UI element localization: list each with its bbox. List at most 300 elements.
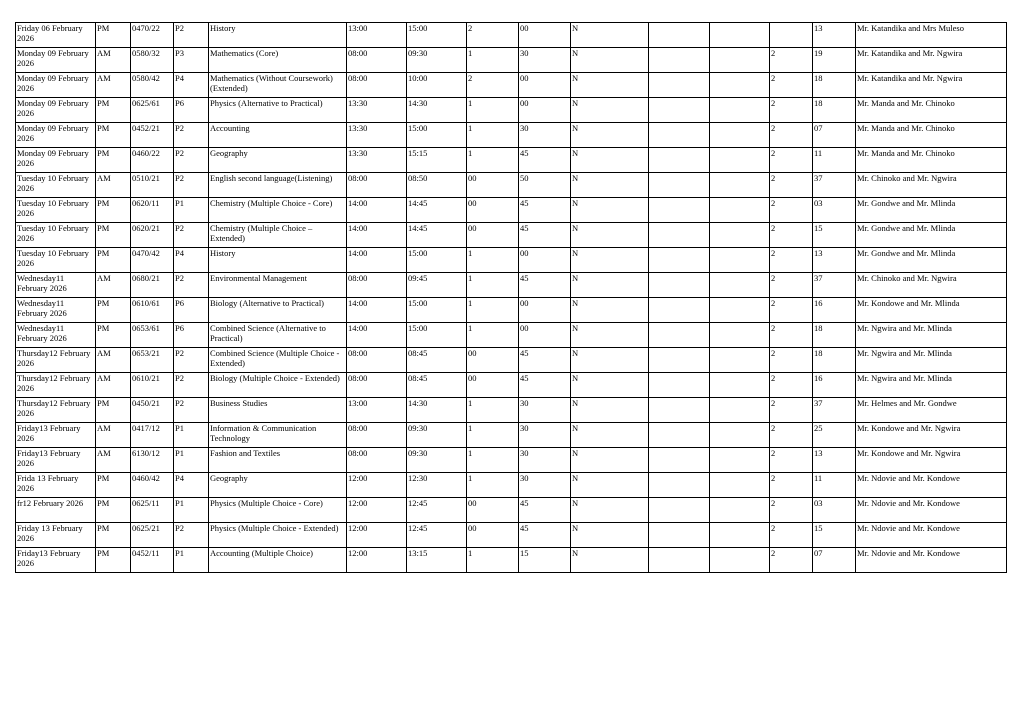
start-time-cell: 08:00: [347, 48, 407, 73]
table-row: [16, 148, 1007, 173]
end-time-cell: 09:30: [407, 48, 467, 73]
subject-cell: English second language(Listening): [209, 173, 347, 198]
candidate-count-cell: 11: [813, 148, 856, 173]
start-time-cell: 12:00: [347, 548, 407, 573]
end-time-cell: 14:30: [407, 398, 467, 423]
flag-cell: N: [571, 548, 649, 573]
flag-cell: N: [571, 73, 649, 98]
table-row: [16, 248, 1007, 273]
room-count-cell: 2: [770, 123, 813, 148]
invigilators-cell: Mr. Gondwe and Mr. Mlinda: [856, 223, 1007, 248]
exam-date-cell: Wednesday11 February 2026: [16, 298, 96, 323]
subject-cell: Fashion and Textiles: [209, 448, 347, 473]
start-time-cell: 08:00: [347, 348, 407, 373]
start-time-cell: 13:00: [347, 398, 407, 423]
syllabus-code-cell: 0460/42: [131, 473, 174, 498]
duration-hours-cell: 00: [467, 198, 519, 223]
session-cell: PM: [96, 223, 131, 248]
blank-cell-cell: [710, 373, 770, 398]
duration-hours-cell: 1: [467, 423, 519, 448]
flag-cell: N: [571, 298, 649, 323]
exam-date-cell: Wednesday11 February 2026: [16, 323, 96, 348]
invigilators-cell: Mr. Ngwira and Mr. Mlinda: [856, 348, 1007, 373]
table-row: [16, 273, 1007, 298]
room-count-cell: [770, 23, 813, 48]
session-cell: AM: [96, 448, 131, 473]
start-time-cell: 14:00: [347, 248, 407, 273]
subject-cell: Environmental Management: [209, 273, 347, 298]
start-time-cell: 08:00: [347, 448, 407, 473]
flag-cell: N: [571, 398, 649, 423]
syllabus-code-cell: 0620/21: [131, 223, 174, 248]
room-count-cell: 2: [770, 273, 813, 298]
session-cell: AM: [96, 273, 131, 298]
invigilators-cell: Mr. Manda and Mr. Chinoko: [856, 148, 1007, 173]
invigilators-cell: Mr. Chinoko and Mr. Ngwira: [856, 273, 1007, 298]
duration-minutes-cell: 30: [519, 123, 571, 148]
candidate-count-cell: 15: [813, 223, 856, 248]
flag-cell: N: [571, 348, 649, 373]
duration-hours-cell: 1: [467, 273, 519, 298]
duration-hours-cell: 00: [467, 523, 519, 548]
room-count-cell: 2: [770, 473, 813, 498]
room-count-cell: 2: [770, 423, 813, 448]
blank-cell-cell: [710, 73, 770, 98]
duration-minutes-cell: 00: [519, 23, 571, 48]
duration-hours-cell: 1: [467, 548, 519, 573]
flag-cell: N: [571, 248, 649, 273]
blank-cell-cell: [710, 173, 770, 198]
room-count-cell: 2: [770, 198, 813, 223]
paper-number-cell: P1: [174, 448, 209, 473]
duration-minutes-cell: 45: [519, 348, 571, 373]
duration-hours-cell: 1: [467, 448, 519, 473]
duration-minutes-cell: 30: [519, 473, 571, 498]
candidate-count-cell: 37: [813, 273, 856, 298]
invigilators-cell: Mr. Ndovie and Mr. Kondowe: [856, 548, 1007, 573]
candidate-count-cell: 13: [813, 448, 856, 473]
session-cell: PM: [96, 523, 131, 548]
blank-cell-cell: [710, 298, 770, 323]
syllabus-code-cell: 0417/12: [131, 423, 174, 448]
blank-cell-cell: [649, 348, 710, 373]
table-row: [16, 473, 1007, 498]
blank-cell-cell: [710, 523, 770, 548]
subject-cell: Physics (Multiple Choice - Extended): [209, 523, 347, 548]
paper-number-cell: P2: [174, 398, 209, 423]
exam-date-cell: Friday 06 February 2026: [16, 23, 96, 48]
flag-cell: N: [571, 173, 649, 198]
candidate-count-cell: 25: [813, 423, 856, 448]
session-cell: PM: [96, 398, 131, 423]
duration-minutes-cell: 50: [519, 173, 571, 198]
exam-date-cell: Thursday12 February 2026: [16, 398, 96, 423]
session-cell: AM: [96, 48, 131, 73]
invigilators-cell: Mr. Ngwira and Mr. Mlinda: [856, 323, 1007, 348]
blank-cell-cell: [710, 248, 770, 273]
duration-minutes-cell: 45: [519, 223, 571, 248]
paper-number-cell: P1: [174, 548, 209, 573]
session-cell: PM: [96, 148, 131, 173]
candidate-count-cell: 37: [813, 398, 856, 423]
table-row: [16, 348, 1007, 373]
room-count-cell: 2: [770, 248, 813, 273]
flag-cell: N: [571, 498, 649, 523]
room-count-cell: 2: [770, 548, 813, 573]
start-time-cell: 12:00: [347, 498, 407, 523]
invigilators-cell: Mr. Katandika and Mrs Muleso: [856, 23, 1007, 48]
table-row: [16, 298, 1007, 323]
paper-number-cell: P3: [174, 48, 209, 73]
session-cell: PM: [96, 123, 131, 148]
flag-cell: N: [571, 473, 649, 498]
exam-date-cell: Monday 09 February 2026: [16, 123, 96, 148]
duration-hours-cell: 1: [467, 398, 519, 423]
end-time-cell: 13:15: [407, 548, 467, 573]
duration-minutes-cell: 00: [519, 98, 571, 123]
paper-number-cell: P6: [174, 323, 209, 348]
subject-cell: Physics (Alternative to Practical): [209, 98, 347, 123]
exam-date-cell: Friday13 February 2026: [16, 423, 96, 448]
duration-hours-cell: 1: [467, 123, 519, 148]
start-time-cell: 12:00: [347, 523, 407, 548]
duration-minutes-cell: 45: [519, 498, 571, 523]
blank-cell-cell: [710, 498, 770, 523]
session-cell: PM: [96, 548, 131, 573]
blank-cell-cell: [710, 348, 770, 373]
blank-cell-cell: [649, 23, 710, 48]
flag-cell: N: [571, 23, 649, 48]
paper-number-cell: P2: [174, 523, 209, 548]
room-count-cell: 2: [770, 373, 813, 398]
table-row: [16, 523, 1007, 548]
invigilators-cell: Mr. Gondwe and Mr. Mlinda: [856, 248, 1007, 273]
start-time-cell: 08:00: [347, 173, 407, 198]
flag-cell: N: [571, 323, 649, 348]
duration-hours-cell: 1: [467, 323, 519, 348]
duration-hours-cell: 00: [467, 498, 519, 523]
invigilators-cell: Mr. Helmes and Mr. Gondwe: [856, 398, 1007, 423]
paper-number-cell: P1: [174, 423, 209, 448]
candidate-count-cell: 11: [813, 473, 856, 498]
duration-minutes-cell: 45: [519, 373, 571, 398]
invigilators-cell: Mr. Manda and Mr. Chinoko: [856, 123, 1007, 148]
end-time-cell: 09:45: [407, 273, 467, 298]
candidate-count-cell: 18: [813, 348, 856, 373]
duration-minutes-cell: 45: [519, 148, 571, 173]
exam-date-cell: Friday13 February 2026: [16, 448, 96, 473]
duration-hours-cell: 2: [467, 73, 519, 98]
flag-cell: N: [571, 373, 649, 398]
exam-date-cell: Monday 09 February 2026: [16, 73, 96, 98]
table-row: [16, 23, 1007, 48]
session-cell: AM: [96, 73, 131, 98]
blank-cell-cell: [710, 473, 770, 498]
start-time-cell: 08:00: [347, 73, 407, 98]
subject-cell: Biology (Alternative to Practical): [209, 298, 347, 323]
duration-minutes-cell: 30: [519, 423, 571, 448]
room-count-cell: 2: [770, 448, 813, 473]
blank-cell-cell: [649, 273, 710, 298]
invigilators-cell: Mr. Chinoko and Mr. Ngwira: [856, 173, 1007, 198]
start-time-cell: 13:30: [347, 148, 407, 173]
exam-date-cell: Monday 09 February 2026: [16, 98, 96, 123]
subject-cell: History: [209, 248, 347, 273]
paper-number-cell: P4: [174, 248, 209, 273]
blank-cell-cell: [710, 148, 770, 173]
subject-cell: Geography: [209, 473, 347, 498]
start-time-cell: 12:00: [347, 473, 407, 498]
paper-number-cell: P2: [174, 223, 209, 248]
blank-cell-cell: [649, 323, 710, 348]
blank-cell-cell: [710, 223, 770, 248]
subject-cell: Chemistry (Multiple Choice - Core): [209, 198, 347, 223]
end-time-cell: 14:30: [407, 98, 467, 123]
session-cell: PM: [96, 23, 131, 48]
subject-cell: Business Studies: [209, 398, 347, 423]
end-time-cell: 15:00: [407, 123, 467, 148]
session-cell: AM: [96, 173, 131, 198]
duration-minutes-cell: 45: [519, 198, 571, 223]
syllabus-code-cell: 0460/22: [131, 148, 174, 173]
subject-cell: Combined Science (Multiple Choice - Extended): [209, 348, 347, 373]
exam-date-cell: Tuesday 10 February 2026: [16, 198, 96, 223]
table-row: [16, 373, 1007, 398]
invigilators-cell: Mr. Katandika and Mr. Ngwira: [856, 73, 1007, 98]
duration-minutes-cell: 00: [519, 298, 571, 323]
candidate-count-cell: 18: [813, 98, 856, 123]
table-row: [16, 98, 1007, 123]
table-row: [16, 173, 1007, 198]
candidate-count-cell: 19: [813, 48, 856, 73]
syllabus-code-cell: 0452/21: [131, 123, 174, 148]
exam-date-cell: Frida 13 February 2026: [16, 473, 96, 498]
candidate-count-cell: 07: [813, 548, 856, 573]
exam-date-cell: Friday13 February 2026: [16, 548, 96, 573]
flag-cell: N: [571, 448, 649, 473]
start-time-cell: 08:00: [347, 423, 407, 448]
duration-hours-cell: 1: [467, 298, 519, 323]
blank-cell-cell: [710, 423, 770, 448]
candidate-count-cell: 18: [813, 73, 856, 98]
syllabus-code-cell: 0620/11: [131, 198, 174, 223]
subject-cell: Accounting (Multiple Choice): [209, 548, 347, 573]
duration-hours-cell: 00: [467, 348, 519, 373]
session-cell: PM: [96, 248, 131, 273]
paper-number-cell: P2: [174, 23, 209, 48]
blank-cell-cell: [710, 123, 770, 148]
paper-number-cell: P2: [174, 148, 209, 173]
paper-number-cell: P2: [174, 273, 209, 298]
room-count-cell: 2: [770, 323, 813, 348]
end-time-cell: 08:45: [407, 348, 467, 373]
blank-cell-cell: [649, 448, 710, 473]
syllabus-code-cell: 0510/21: [131, 173, 174, 198]
blank-cell-cell: [710, 98, 770, 123]
blank-cell-cell: [649, 523, 710, 548]
end-time-cell: 15:00: [407, 248, 467, 273]
invigilators-cell: Mr. Ndovie and Mr. Kondowe: [856, 523, 1007, 548]
end-time-cell: 10:00: [407, 73, 467, 98]
start-time-cell: 13:30: [347, 123, 407, 148]
duration-minutes-cell: 00: [519, 323, 571, 348]
invigilators-cell: Mr. Kondowe and Mr. Mlinda: [856, 298, 1007, 323]
duration-minutes-cell: 30: [519, 448, 571, 473]
duration-minutes-cell: 45: [519, 523, 571, 548]
invigilators-cell: Mr. Kondowe and Mr. Ngwira: [856, 423, 1007, 448]
end-time-cell: 14:45: [407, 198, 467, 223]
blank-cell-cell: [649, 473, 710, 498]
blank-cell-cell: [649, 373, 710, 398]
candidate-count-cell: 37: [813, 173, 856, 198]
syllabus-code-cell: 0470/42: [131, 248, 174, 273]
invigilators-cell: Mr. Ndovie and Mr. Kondowe: [856, 498, 1007, 523]
schedule-body: [16, 23, 1007, 573]
table-row: [16, 123, 1007, 148]
start-time-cell: 08:00: [347, 273, 407, 298]
subject-cell: Combined Science (Alternative to Practical): [209, 323, 347, 348]
end-time-cell: 08:50: [407, 173, 467, 198]
syllabus-code-cell: 0470/22: [131, 23, 174, 48]
invigilators-cell: Mr. Ndovie and Mr. Kondowe: [856, 473, 1007, 498]
duration-minutes-cell: 15: [519, 548, 571, 573]
table-row: [16, 323, 1007, 348]
duration-hours-cell: 1: [467, 98, 519, 123]
duration-hours-cell: 1: [467, 48, 519, 73]
table-row: [16, 498, 1007, 523]
paper-number-cell: P4: [174, 473, 209, 498]
syllabus-code-cell: 0680/21: [131, 273, 174, 298]
table-row: [16, 548, 1007, 573]
end-time-cell: 15:15: [407, 148, 467, 173]
start-time-cell: 14:00: [347, 223, 407, 248]
candidate-count-cell: 13: [813, 248, 856, 273]
candidate-count-cell: 13: [813, 23, 856, 48]
blank-cell-cell: [710, 548, 770, 573]
paper-number-cell: P2: [174, 348, 209, 373]
blank-cell-cell: [649, 48, 710, 73]
syllabus-code-cell: 0450/21: [131, 398, 174, 423]
blank-cell-cell: [710, 448, 770, 473]
table-row: [16, 448, 1007, 473]
blank-cell-cell: [710, 273, 770, 298]
blank-cell-cell: [710, 23, 770, 48]
paper-number-cell: P2: [174, 173, 209, 198]
subject-cell: Information & Communication Technology: [209, 423, 347, 448]
room-count-cell: 2: [770, 523, 813, 548]
candidate-count-cell: 16: [813, 298, 856, 323]
paper-number-cell: P2: [174, 373, 209, 398]
blank-cell-cell: [649, 223, 710, 248]
blank-cell-cell: [649, 198, 710, 223]
table-row: [16, 198, 1007, 223]
table-row: [16, 73, 1007, 98]
syllabus-code-cell: 0653/61: [131, 323, 174, 348]
blank-cell-cell: [649, 548, 710, 573]
start-time-cell: 13:30: [347, 98, 407, 123]
invigilators-cell: Mr. Gondwe and Mr. Mlinda: [856, 198, 1007, 223]
exam-date-cell: Thursday12 February 2026: [16, 348, 96, 373]
start-time-cell: 14:00: [347, 298, 407, 323]
syllabus-code-cell: 0580/42: [131, 73, 174, 98]
candidate-count-cell: 03: [813, 198, 856, 223]
session-cell: AM: [96, 348, 131, 373]
paper-number-cell: P6: [174, 298, 209, 323]
invigilators-cell: Mr. Ngwira and Mr. Mlinda: [856, 373, 1007, 398]
end-time-cell: 12:30: [407, 473, 467, 498]
blank-cell-cell: [649, 148, 710, 173]
exam-date-cell: Tuesday 10 February 2026: [16, 248, 96, 273]
table-row: [16, 48, 1007, 73]
end-time-cell: 09:30: [407, 448, 467, 473]
candidate-count-cell: 07: [813, 123, 856, 148]
duration-hours-cell: 2: [467, 23, 519, 48]
end-time-cell: 09:30: [407, 423, 467, 448]
table-row: [16, 423, 1007, 448]
flag-cell: N: [571, 273, 649, 298]
candidate-count-cell: 16: [813, 373, 856, 398]
flag-cell: N: [571, 123, 649, 148]
candidate-count-cell: 15: [813, 523, 856, 548]
table-row: [16, 223, 1007, 248]
syllabus-code-cell: 0610/61: [131, 298, 174, 323]
syllabus-code-cell: 0653/21: [131, 348, 174, 373]
blank-cell-cell: [649, 423, 710, 448]
session-cell: PM: [96, 473, 131, 498]
flag-cell: N: [571, 423, 649, 448]
end-time-cell: 15:00: [407, 23, 467, 48]
exam-date-cell: Tuesday 10 February 2026: [16, 223, 96, 248]
session-cell: PM: [96, 298, 131, 323]
syllabus-code-cell: 0625/61: [131, 98, 174, 123]
syllabus-code-cell: 0452/11: [131, 548, 174, 573]
blank-cell-cell: [649, 248, 710, 273]
syllabus-code-cell: 6130/12: [131, 448, 174, 473]
blank-cell-cell: [649, 73, 710, 98]
session-cell: AM: [96, 373, 131, 398]
end-time-cell: 08:45: [407, 373, 467, 398]
room-count-cell: 2: [770, 73, 813, 98]
duration-hours-cell: 1: [467, 148, 519, 173]
end-time-cell: 15:00: [407, 298, 467, 323]
blank-cell-cell: [649, 173, 710, 198]
blank-cell-cell: [649, 498, 710, 523]
exam-date-cell: Monday 09 February 2026: [16, 148, 96, 173]
start-time-cell: 14:00: [347, 323, 407, 348]
end-time-cell: 12:45: [407, 523, 467, 548]
candidate-count-cell: 03: [813, 498, 856, 523]
duration-minutes-cell: 30: [519, 48, 571, 73]
invigilators-cell: Mr. Kondowe and Mr. Ngwira: [856, 448, 1007, 473]
room-count-cell: 2: [770, 98, 813, 123]
flag-cell: N: [571, 48, 649, 73]
invigilators-cell: Mr. Katandika and Mr. Ngwira: [856, 48, 1007, 73]
subject-cell: Mathematics (Core): [209, 48, 347, 73]
syllabus-code-cell: 0580/32: [131, 48, 174, 73]
duration-minutes-cell: 00: [519, 73, 571, 98]
subject-cell: History: [209, 23, 347, 48]
room-count-cell: 2: [770, 348, 813, 373]
flag-cell: N: [571, 198, 649, 223]
room-count-cell: 2: [770, 398, 813, 423]
room-count-cell: 2: [770, 298, 813, 323]
syllabus-code-cell: 0610/21: [131, 373, 174, 398]
subject-cell: Biology (Multiple Choice - Extended): [209, 373, 347, 398]
room-count-cell: 2: [770, 48, 813, 73]
session-cell: AM: [96, 423, 131, 448]
subject-cell: Accounting: [209, 123, 347, 148]
room-count-cell: 2: [770, 173, 813, 198]
